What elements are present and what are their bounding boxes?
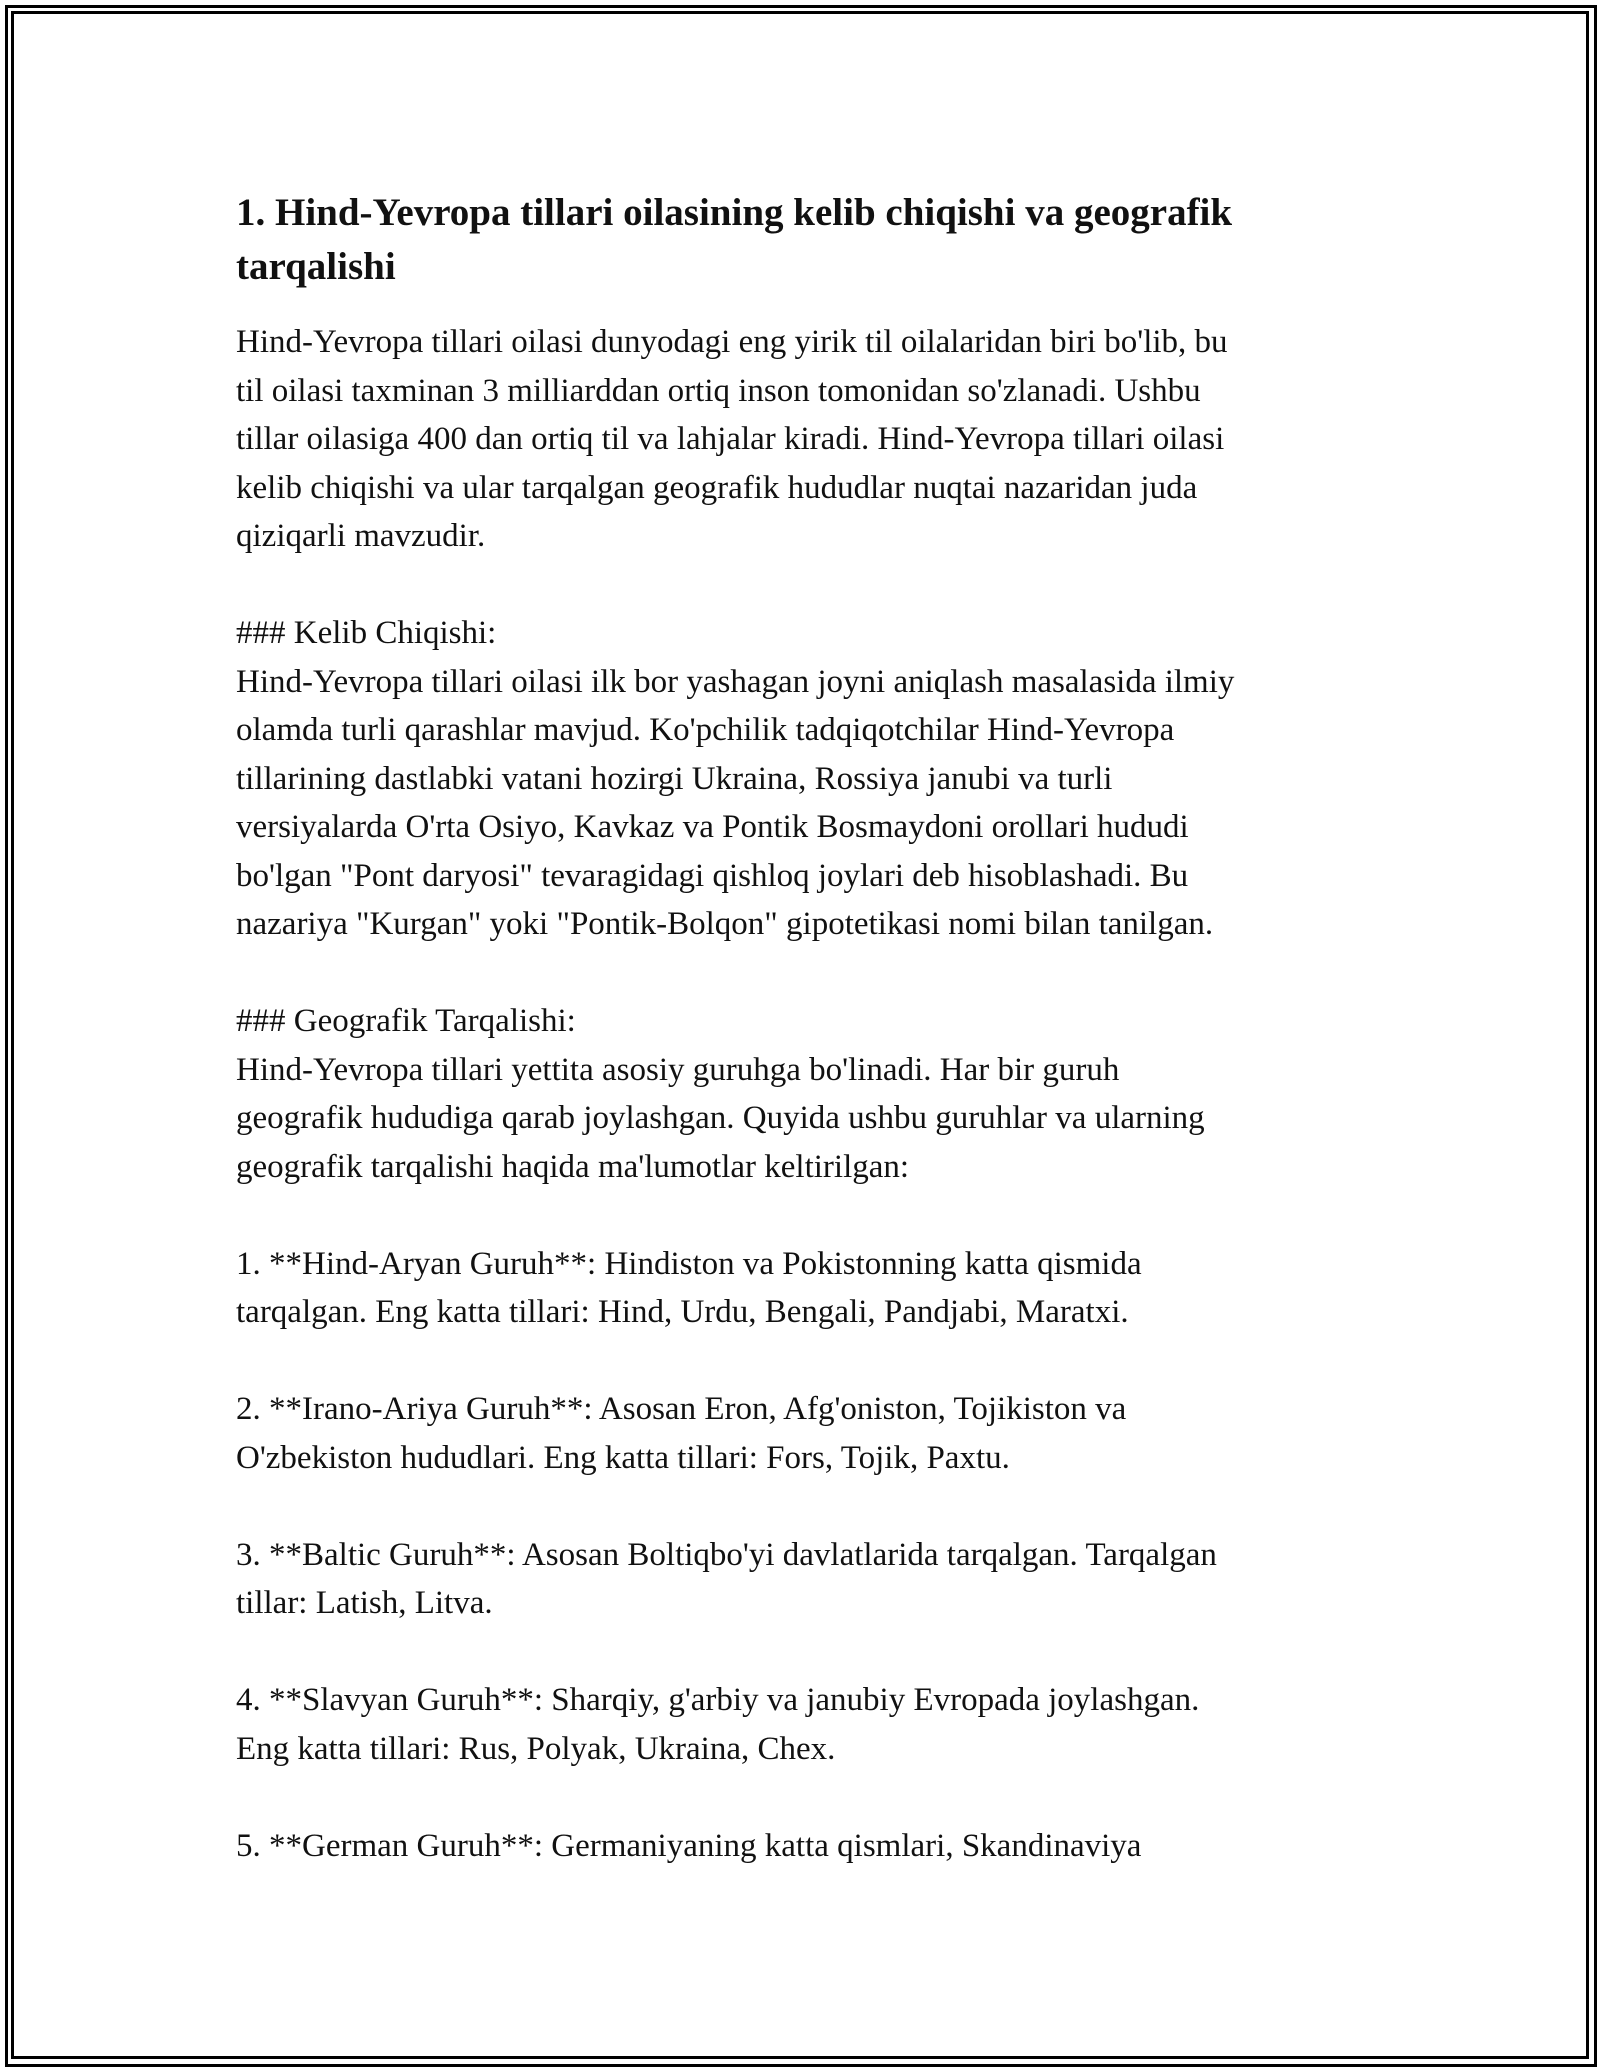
geo-section [236, 997, 1376, 1191]
text-line: tarqalgan. Eng katta tillari: Hind, Urdu, Bengali, Pandjabi, Maratxi. [236, 1294, 1129, 1330]
paragraph-gap [236, 1482, 1376, 1531]
text-line: kelib chiqishi va ular tarqalgan geografik hududlar nuqtai nazaridan juda [236, 469, 1198, 506]
intro-paragraph [236, 318, 1376, 561]
paragraph-gap [236, 1337, 1376, 1386]
text-line: versiyalarda O'rta Osiyo, Kavkaz va Pontik Bosmaydoni orollari hududi [236, 809, 1189, 845]
text-line: nazariya "Kurgan" yoki "Pontik-Bolqon" gipotetikasi nomi bilan tanilgan. [236, 906, 1214, 942]
text-line: Eng katta tillari: Rus, Polyak, Ukraina, Chex. [236, 1730, 836, 1767]
heading-line: tarqalishi [236, 245, 396, 288]
text-line: 5. **German Guruh**: Germaniyaning katta qismlari, Skandinaviya [236, 1827, 1142, 1864]
text-line: 4. **Slavyan Guruh**: Sharqiy, g'arbiy va janubiy Evropada joylashgan. [236, 1682, 1200, 1718]
origin-section [236, 609, 1376, 949]
list-item [236, 1822, 1376, 1871]
text-line: Hind-Yevropa tillari oilasi dunyodagi eng yirik til oilalaridan biri bo'lib, bu [236, 324, 1228, 360]
text-line: Hind-Yevropa tillari oilasi ilk bor yashagan joyni aniqlash masalasida ilmiy [236, 663, 1235, 700]
text-line: O'zbekiston hududlari. Eng katta tillari: Fors, Tojik, Paxtu. [236, 1439, 1010, 1476]
heading-line: 1. Hind-Yevropa tillari oilasining kelib chiqishi va geografik [236, 191, 1233, 234]
text-line: geografik hududiga qarab joylashgan. Quyida ushbu guruhlar va ularning [236, 1100, 1205, 1136]
paragraph-gap [236, 949, 1376, 998]
paragraph-gap [236, 561, 1376, 610]
text-line: 3. **Baltic Guruh**: Asosan Boltiqbo'yi davlatlarida tarqalgan. Tarqalgan [236, 1536, 1217, 1573]
text-line: tillarining dastlabki vatani hozirgi Ukraina, Rossiya janubi va turli [236, 760, 1113, 797]
list-item [236, 1531, 1376, 1628]
text-line: geografik tarqalishi haqida ma'lumotlar keltirilgan: [236, 1148, 910, 1185]
list-item [236, 1240, 1376, 1337]
text-line: tillar: Latish, Litva. [236, 1585, 493, 1621]
document-body [236, 186, 1376, 1870]
paragraph-gap [236, 1628, 1376, 1677]
paragraph-gap [236, 1191, 1376, 1240]
paragraph-gap [236, 1773, 1376, 1822]
section-heading [236, 186, 1376, 294]
text-line: Hind-Yevropa tillari yettita asosiy guruhga bo'linadi. Har bir guruh [236, 1051, 1120, 1088]
text-line: bo'lgan "Pont daryosi" tevaragidagi qishloq joylari deb hisoblashadi. Bu [236, 857, 1189, 894]
text-line: til oilasi taxminan 3 milliarddan ortiq inson tomonidan so'zlanadi. Ushbu [236, 372, 1201, 409]
list-item [236, 1676, 1376, 1773]
text-line: tillar oilasiga 400 dan ortiq til va lahjalar kiradi. Hind-Yevropa tillari oilasi [236, 421, 1225, 457]
text-line: 2. **Irano-Ariya Guruh**: Asosan Eron, Afg'oniston, Tojikiston va [236, 1391, 1127, 1427]
list-item [236, 1385, 1376, 1482]
text-line: qiziqarli mavzudir. [236, 518, 486, 554]
subheading-origin: ### Kelib Chiqishi: [236, 615, 497, 651]
text-line: olamda turli qarashlar mavjud. Ko'pchilik tadqiqotchilar Hind-Yevropa [236, 712, 1175, 748]
subheading-geo: ### Geografik Tarqalishi: [236, 1003, 576, 1039]
text-line: 1. **Hind-Aryan Guruh**: Hindiston va Pokistonning katta qismida [236, 1245, 1142, 1282]
